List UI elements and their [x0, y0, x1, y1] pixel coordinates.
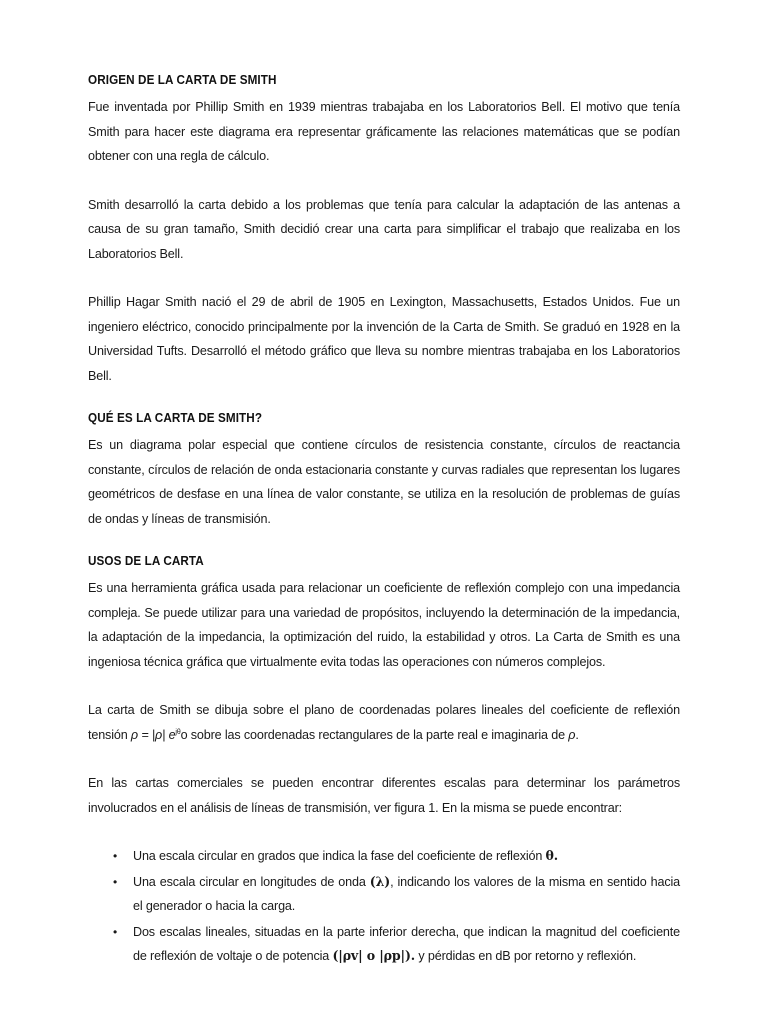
list-item	[88, 870, 680, 919]
section-title-que-es: QUÉ ES LA CARTA DE SMITH?	[88, 410, 263, 425]
list-item-text: Una escala circular en longitudes de onda	[133, 874, 370, 889]
paragraph-origen-2: Smith desarrolló la carta debido a los problemas que tenía para calcular la adaptación de las antenas a causa de su gran tamaño, Smith decidió crear una carta para simplificar el trabajo que realizaba en los Laboratorios Bell.	[88, 197, 680, 261]
list-item-text: Una escala circular en grados que indica la fase del coeficiente de reflexión	[133, 849, 546, 863]
bullet-icon: •	[113, 849, 118, 863]
exp-superscript: jθ	[175, 728, 181, 736]
section-title-origen: ORIGEN DE LA CARTA DE SMITH	[88, 72, 277, 87]
paragraph-usos-1: Es una herramienta gráfica usada para relacionar un coeficiente de reflexión complejo con una impedancia compleja. Se puede utilizar para una variedad de propósitos, incluyendo la determinación de la impedancia, la adaptación de la impedancia, la optimización del ruido, la estabilidad y otros. La Carta de Smith es una ingeniosa técnica gráfica que virtualmente evita todas las operaciones con números complejos.	[88, 581, 680, 669]
paragraph-usos-2	[88, 698, 680, 747]
bullet-icon: •	[113, 874, 118, 889]
rho-symbol: ρ	[568, 727, 576, 742]
paragraph-usos-2-end: .	[575, 727, 579, 742]
paragraph-origen-1: Fue inventada por Phillip Smith en 1939 mientras trabajaba en los Laboratorios Bell. El motivo que tenía Smith para hacer este diagrama era representar gráficamente las relaciones matemáticas que se podían obtener con una regla de cálculo.	[88, 100, 680, 163]
list-item-text: Dos escalas lineales, situadas en la parte inferior derecha, que indican la magnitud del coeficiente de reflexión de voltaje o de potencia	[133, 924, 680, 963]
paragraph-que-es-1: Es un diagrama polar especial que contiene círculos de resistencia constante, círculos de reactancia constante, círculos de relación de onda estacionaria constante y curvas radiales que representan los lugares geométricos de desfase en una línea de valor constante, se utiliza en la resolución de problemas de guías de ondas y líneas de transmisión.	[88, 438, 680, 526]
list-item	[88, 920, 680, 969]
exp-base: e	[168, 727, 176, 742]
rho-magnitude-symbol: (|ρv| o |ρp|).	[332, 948, 416, 963]
scales-list	[88, 844, 680, 969]
lambda-symbol: (λ)	[369, 873, 391, 889]
paragraph-usos-2-text-b: o sobre las coordenadas rectangulares de la parte real e imaginaria de	[180, 727, 569, 742]
list-item-tail: , indicando los valores de la misma en sentido hacia el generador o hacia la carga.	[133, 874, 680, 913]
bullet-icon: •	[113, 924, 118, 939]
rho-equation: ρ = |ρ|	[130, 727, 166, 742]
paragraph-usos-2-text-a: La carta de Smith se dibuja sobre el plano de coordenadas polares lineales del coeficiente de reflexión tensión	[88, 703, 680, 742]
paragraph-origen-3: Phillip Hagar Smith nació el 29 de abril de 1905 en Lexington, Massachusetts, Estados Unidos. Fue un ingeniero eléctrico, conocido principalmente por la invención de la Carta de Smith. Se graduó en 1928 en la Universidad Tufts. Desarrolló el método gráfico que lleva su nombre mientras trabajaba en los Laboratorios Bell.	[88, 295, 680, 383]
list-item	[88, 844, 680, 869]
paragraph-usos-3: En las cartas comerciales se pueden encontrar diferentes escalas para determinar los parámetros involucrados en el análisis de líneas de transmisión, ver figura 1. En la misma se puede encontrar:	[88, 776, 680, 815]
theta-symbol: θ.	[545, 848, 559, 863]
list-item-tail: y pérdidas en dB por retorno y reflexión.	[415, 949, 637, 963]
section-title-usos: USOS DE LA CARTA	[88, 553, 204, 568]
